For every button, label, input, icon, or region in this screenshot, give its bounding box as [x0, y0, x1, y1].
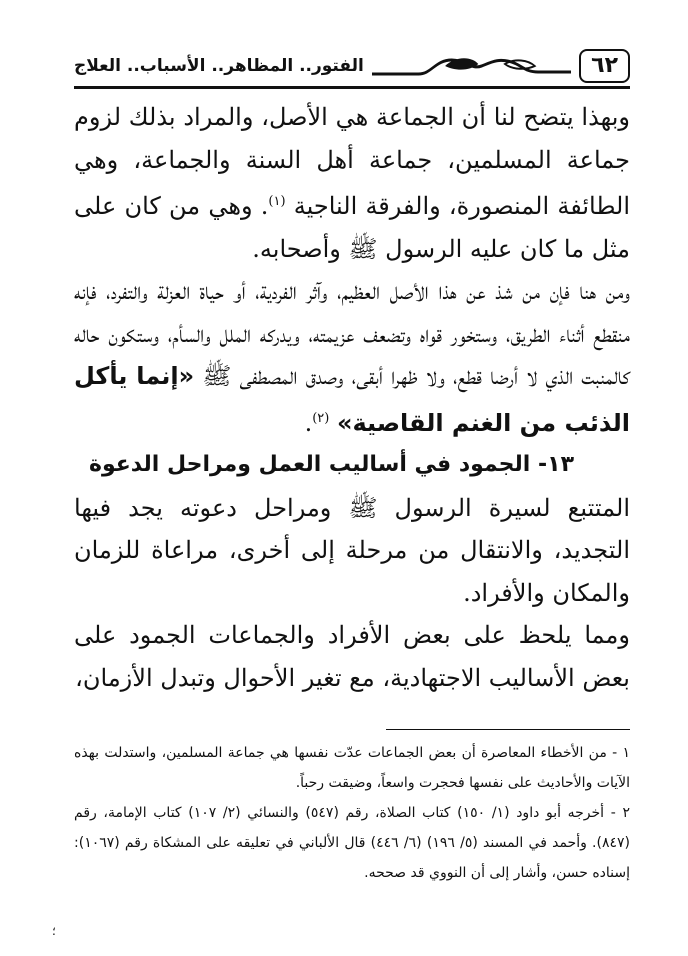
- paragraph-1: [74, 96, 630, 270]
- paragraph-2-end: .: [304, 408, 313, 437]
- header-ornament-icon: [372, 52, 571, 80]
- page-header: [74, 48, 630, 84]
- paragraph-1-end: . وهي من كان على مثل ما كان عليه الرسول ﷺ وأصحابه.: [74, 192, 630, 263]
- footnote-separator: [386, 729, 630, 730]
- paragraph-2: [74, 270, 630, 444]
- page-number: ٦٢: [579, 49, 630, 83]
- paragraph-4: ومما يلحظ على بعض الأفراد والجماعات الجمود على بعض الأساليب الاجتهادية، مع تغير الأحوال وتبدل الأزمان،: [74, 621, 630, 692]
- section-heading: ١٣- الجمود في أساليب العمل ومراحل الدعوة: [88, 452, 574, 477]
- footnotes: [74, 738, 630, 888]
- main-text: [74, 96, 630, 699]
- running-title: الفتور.. المظاهر.. الأسباب.. العلاج: [74, 56, 364, 76]
- hadith-quote: «إنما يأكل الذئب من الغنم القاصية»: [74, 362, 630, 437]
- margin-mark: ؛: [52, 924, 56, 938]
- footnote-ref-1: (١): [268, 194, 286, 209]
- footnote-1: ١ - من الأخطاء المعاصرة أن بعض الجماعات عدّت نفسها هي جماعة المسلمين، واستدلت بهذه الآيات والأحاديث على نفسها فحجرت واسعاً، وضيقت رحباً.: [74, 745, 630, 791]
- paragraph-1-text: وبهذا يتضح لنا أن الجماعة هي الأصل، والمراد بذلك لزوم جماعة المسلمين، جماعة أهل السنة والجماعة، وهي الطائفة المنصورة، والفرقة الناجية: [74, 103, 631, 220]
- footnote-2: ٢ - أخرجه أبو داود (١/ ١٥٠) كتاب الصلاة، رقم (٥٤٧) والنسائي (٢/ ١٠٧) كتاب الإمامة، رقم (٨٤٧). وأحمد في المسند (٥/ ١٩٦) (٦/ ٤٤٦) قال الألباني في تعليقه على المشكاة رقم (١٠٦٧): إسناده حسن، وأشار إلى أن النووي قد صححه.: [74, 805, 631, 881]
- header-rule: [74, 86, 630, 89]
- paragraph-3: المتتبع لسيرة الرسول ﷺ ومراحل دعوته يجد فيها التجديد، والانتقال من مرحلة إلى أخرى، مراعاة للزمان والمكان والأفراد.: [74, 493, 630, 607]
- footnote-ref-2: (٢): [312, 410, 330, 426]
- paragraph-2-text: ومن هنا فإن من شذ عن هذا الأصل العظيم، وآثر الفردية، أو حياة العزلة والتفرد، فإنه منقطع أثناء الطريق، وستخور قواه وتضعف عزيمته، ويدركه الملل والسأم، وستكون حاله كالمنبت الذي لا أرضا قطع، ولا ظهرا أبقى، وصدق المصطفى ﷺ: [74, 277, 630, 390]
